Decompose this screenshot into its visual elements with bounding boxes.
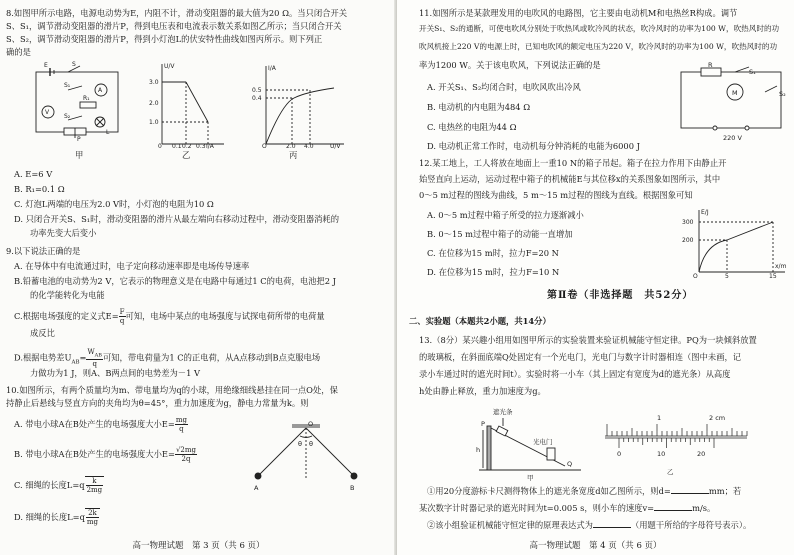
svg-text:0.1: 0.1 xyxy=(172,143,182,150)
svg-text:U/V: U/V xyxy=(330,143,341,150)
q10-stem-1: 10.如图所示，有两个质量均为m、带电量均为q的小球，用绝缘细线悬挂在同一点O处，保 xyxy=(6,385,338,395)
svg-text:S₁: S₁ xyxy=(64,82,71,89)
q8-option-b: B. R₁=0.1 Ω xyxy=(14,184,65,194)
q13-stem-3: 录小车通过时的遮光时间t）。实验时将一小车（其上固定有宽度为d的遮光条）从高度 xyxy=(419,369,731,379)
svg-text:L: L xyxy=(106,129,110,136)
q12-stem-2: 始竖直向上运动，运动过程中箱子的机械能E与其位移x的关系图象如图所示，其中 xyxy=(419,174,721,184)
svg-text:V: V xyxy=(45,109,50,116)
q13-label-jia: 甲 xyxy=(527,474,534,482)
q12-graph-ytick-300: 300 xyxy=(682,219,694,226)
right-page-footer: 高一物理试题 第 4 页（共 6 页） xyxy=(529,541,662,552)
q13-ruler-mark-1: 1 xyxy=(657,414,662,422)
q13-stem-4: h处由静止释放，重力加速度为g。 xyxy=(419,386,546,396)
q10-stem-2: 持静止后悬线与竖直方向的夹角均为θ=45°，重力加速度为g，静电力常量为k。则 xyxy=(6,398,309,408)
q8-option-d: D. 只闭合开关S、S₁时，滑动变阻器的滑片从最左端向右移动过程中，滑动变阻器消耗的 xyxy=(14,214,340,224)
q11-stem-4: 率为1200 W。关于该电吹风，下列说法正确的是 xyxy=(419,60,601,70)
q13-answer-v-blank[interactable] xyxy=(654,503,692,511)
q10-option-c: C. 细绳的长度L=q $\frac{k}{2mg}$ xyxy=(14,477,103,494)
q11-label-m: M xyxy=(732,89,738,97)
svg-text:4.0: 4.0 xyxy=(304,143,314,150)
q8-stem-2: S、S₁，调节滑动变阻器的滑片P，得到电压表和电流表示数关系如图乙所示；当只闭合开关 xyxy=(6,21,342,31)
q10-label-theta-right: θ xyxy=(309,440,313,448)
q11-option-b: B. 电动机的内电阻为484 Ω xyxy=(427,102,531,112)
q12-stem-3: 0～5 m过程的图线为曲线，5 m～15 m过程的图线为直线。根据图象可知 xyxy=(419,190,693,200)
part2-title: 第Ⅱ卷（非选择题 共52分） xyxy=(547,290,694,301)
q9-option-b-cont: 的化学能转化为电能 xyxy=(30,290,105,300)
q8-fig-label-bing: 丙 xyxy=(289,150,298,160)
svg-text:0: 0 xyxy=(158,143,162,150)
q12-option-b: B. 0～15 m过程中箱子的动能一直增加 xyxy=(427,229,573,239)
q11-label-voltage: 220 V xyxy=(723,134,742,142)
left-page-footer: 高一物理试题 第 3 页（共 6 页） xyxy=(132,541,265,552)
q11-hairdryer-circuit xyxy=(675,61,789,146)
svg-text:U/V: U/V xyxy=(164,63,175,70)
q11-stem-3: 吹风机接上220 V的电源上时，已知电吹风的额定电压为220 V，吹冷风时的功率为100 W，吹热风时的功 xyxy=(419,42,778,51)
q13-answer-expression-blank[interactable] xyxy=(593,520,631,528)
svg-text:S: S xyxy=(72,61,76,68)
svg-text:1.0: 1.0 xyxy=(149,119,159,126)
q12-graph-ylabel: E/J xyxy=(701,209,709,216)
q12-graph-xtick-15: 15 xyxy=(769,273,777,280)
q11-option-a: A. 开关S₁、S₂均闭合时，电吹风吹出冷风 xyxy=(427,82,581,92)
q10-label-o: O xyxy=(308,420,314,428)
q11-stem-2: 开关S₁、S₂的通断，可使电吹风分别处于吹热风或吹冷风的状态，吹冷风时的功率为100 W，吹热风时的功 xyxy=(419,24,780,33)
q13-ruler-mark-2cm: 2 cm xyxy=(709,414,726,422)
q12-option-c: C. 在位移为15 m时，拉力F=20 N xyxy=(427,248,559,258)
q8-stem-3: S、S₂，调节滑动变阻器的滑片P，得到小灯泡L的伏安特性曲线如图丙所示。则下列正 xyxy=(6,34,323,44)
q13-vernier-mark-10: 10 xyxy=(657,450,666,458)
q8-stem-4: 确的是 xyxy=(6,47,31,57)
q8-option-c: C. 灯泡L两端的电压为2.0 V时，小灯泡的电阻为10 Ω xyxy=(14,199,214,209)
q13-sub1-line2: 某次数字计时器记录的遮光时间为t=0.005 s，则小车的速度v= m/s。 xyxy=(419,503,716,513)
svg-text:0.5: 0.5 xyxy=(252,87,262,94)
q13-incline-apparatus xyxy=(475,404,585,482)
q8-ui-graph xyxy=(148,60,228,148)
q8-fig-label-jia: 甲 xyxy=(75,150,84,160)
svg-text:I/A: I/A xyxy=(206,143,214,150)
q11-label-r: R xyxy=(708,61,713,69)
q13-label-shading-strip: 遮光条 xyxy=(493,408,513,416)
q10-option-a: A. 带电小球A在B处产生的电场强度大小E= $\frac{mg}{q}$ xyxy=(14,416,187,433)
svg-text:A: A xyxy=(98,87,103,94)
q13-sub2: ②该小组验证机械能守恒定律的原理表达式为 （用题干所给的字母符号表示）。 xyxy=(427,520,752,530)
q11-stem-1: 11.如图所示是某款理发用的电吹风的电路图，它主要由电动机M和电热丝R构成。调节 xyxy=(419,8,738,18)
q10-label-a: A xyxy=(254,484,259,492)
q9-option-c-cont: 成反比 xyxy=(30,328,55,338)
svg-text:0.4: 0.4 xyxy=(252,95,262,102)
q13-stem-2: 的玻璃板，在斜面底端Q处固定有一个光电门，光电门与数字计时器相连（图中未画，记 xyxy=(419,352,742,362)
q13-stem-1: 13.（8分）某兴趣小组用如图甲所示的实验装置来验证机械能守恒定律。PQ为一块倾斜放置 xyxy=(419,335,757,345)
q12-graph-ytick-200: 200 xyxy=(682,237,694,244)
q9-stem: 9.以下说法正确的是 xyxy=(6,246,81,256)
q12-graph-xtick-o: O xyxy=(693,273,698,280)
q13-label-q: Q xyxy=(567,460,573,468)
svg-text:S₂: S₂ xyxy=(64,113,71,120)
q8-option-d-cont: 功率先变大后变小 xyxy=(30,228,97,238)
q9-option-d: D.根据电势差$U_{AB}=$ $\frac{W_{AB}}{q}$ 可知，带电荷量为1 C的正电荷，从A点移动到B点克服电场 xyxy=(14,348,321,369)
q13-label-photogate: 光电门 xyxy=(533,438,553,446)
q10-charged-balls-diagram xyxy=(246,420,366,510)
q9-option-d-cont: 力做功为1 J，则A、B两点间的电势差为－1 V xyxy=(30,368,200,378)
svg-text:E: E xyxy=(44,62,48,69)
svg-text:O: O xyxy=(262,143,267,150)
svg-text:3.0: 3.0 xyxy=(149,79,159,86)
svg-text:I/A: I/A xyxy=(268,65,276,72)
q11-label-s2: S₂ xyxy=(779,90,786,98)
q12-option-a: A. 0～5 m过程中箱子所受的拉力逐渐减小 xyxy=(427,210,584,220)
svg-text:2.0: 2.0 xyxy=(149,100,159,107)
q10-label-b: B xyxy=(350,484,355,492)
q11-option-d: D. 电动机正常工作时，电动机每分钟消耗的电能为6000 J xyxy=(427,141,640,151)
q11-label-s1: S₁ xyxy=(749,68,756,76)
q12-stem-1: 12.某工地上，工人将放在地面上一重10 N的箱子吊起。箱子在拉力作用下由静止开 xyxy=(419,158,727,168)
svg-text:2.0: 2.0 xyxy=(286,143,296,150)
q12-graph-xlabel: x/m xyxy=(775,263,787,270)
svg-text:R₁: R₁ xyxy=(83,95,90,102)
q10-option-b: B. 带电小球A在B处产生的电场强度大小E= $\frac{√2mg}{2q}$ xyxy=(14,446,196,463)
q12-option-d: D. 在位移为15 m时，拉力F=10 N xyxy=(427,267,560,277)
q13-label-yi: 乙 xyxy=(667,468,674,476)
svg-text:P: P xyxy=(77,136,81,143)
q9-option-c: C.根据电场强度的定义式E= $\frac{F}{q}$ 可知，电场中某点的电场强度与试探电荷所带的电荷量 xyxy=(14,308,325,325)
q12-energy-displacement-graph xyxy=(681,206,789,280)
q12-graph-xtick-5: 5 xyxy=(725,273,729,280)
svg-text:0.2: 0.2 xyxy=(182,143,192,150)
right-page xyxy=(397,0,794,555)
q13-label-p: P xyxy=(481,420,485,428)
q13-vernier-mark-0: 0 xyxy=(617,450,622,458)
q11-option-c: C. 电热丝的电阻为44 Ω xyxy=(427,122,517,132)
q13-vernier-caliper xyxy=(601,412,751,478)
q13-vernier-mark-20: 20 xyxy=(697,450,706,458)
q9-option-b: B.铅蓄电池的电动势为2 V，它表示的物理意义是在电路中每通过1 C的电荷，电池把2 J xyxy=(14,276,336,286)
q10-option-d: D. 细绳的长度L=q $\frac{2k}{mg}$ xyxy=(14,509,99,526)
q13-answer-d-blank[interactable] xyxy=(671,486,709,494)
svg-text:0.3: 0.3 xyxy=(196,143,206,150)
q8-circuit-diagram xyxy=(28,62,128,142)
q9-option-a: A. 在导体中有电流通过时，电子定向移动速率即是电场传导速率 xyxy=(14,261,250,271)
q10-label-theta-left: θ xyxy=(298,440,302,448)
q8-stem-1: 8.如图甲所示电路，电源电动势为E，内阻不计，滑动变阻器的最大值为20 Ω。当只闭合开关 xyxy=(6,8,348,18)
q13-sub1-line1: ①用20分度游标卡尺测得物体上的遮光条宽度d如乙图所示，则d= mm；若 xyxy=(427,486,742,496)
q13-label-h: h xyxy=(476,446,481,454)
q9-d-fraction: $\frac{W_{AB}}{q}$ xyxy=(87,348,102,369)
q9-c-fraction: $\frac{F}{q}$ xyxy=(119,308,125,325)
q8-iu-curve xyxy=(248,60,348,148)
q8-option-a: A. E=6 V xyxy=(14,169,53,179)
q8-fig-label-yi: 乙 xyxy=(182,150,191,160)
section2-heading: 二、实验题（本题共2小题，共14分） xyxy=(409,316,551,326)
